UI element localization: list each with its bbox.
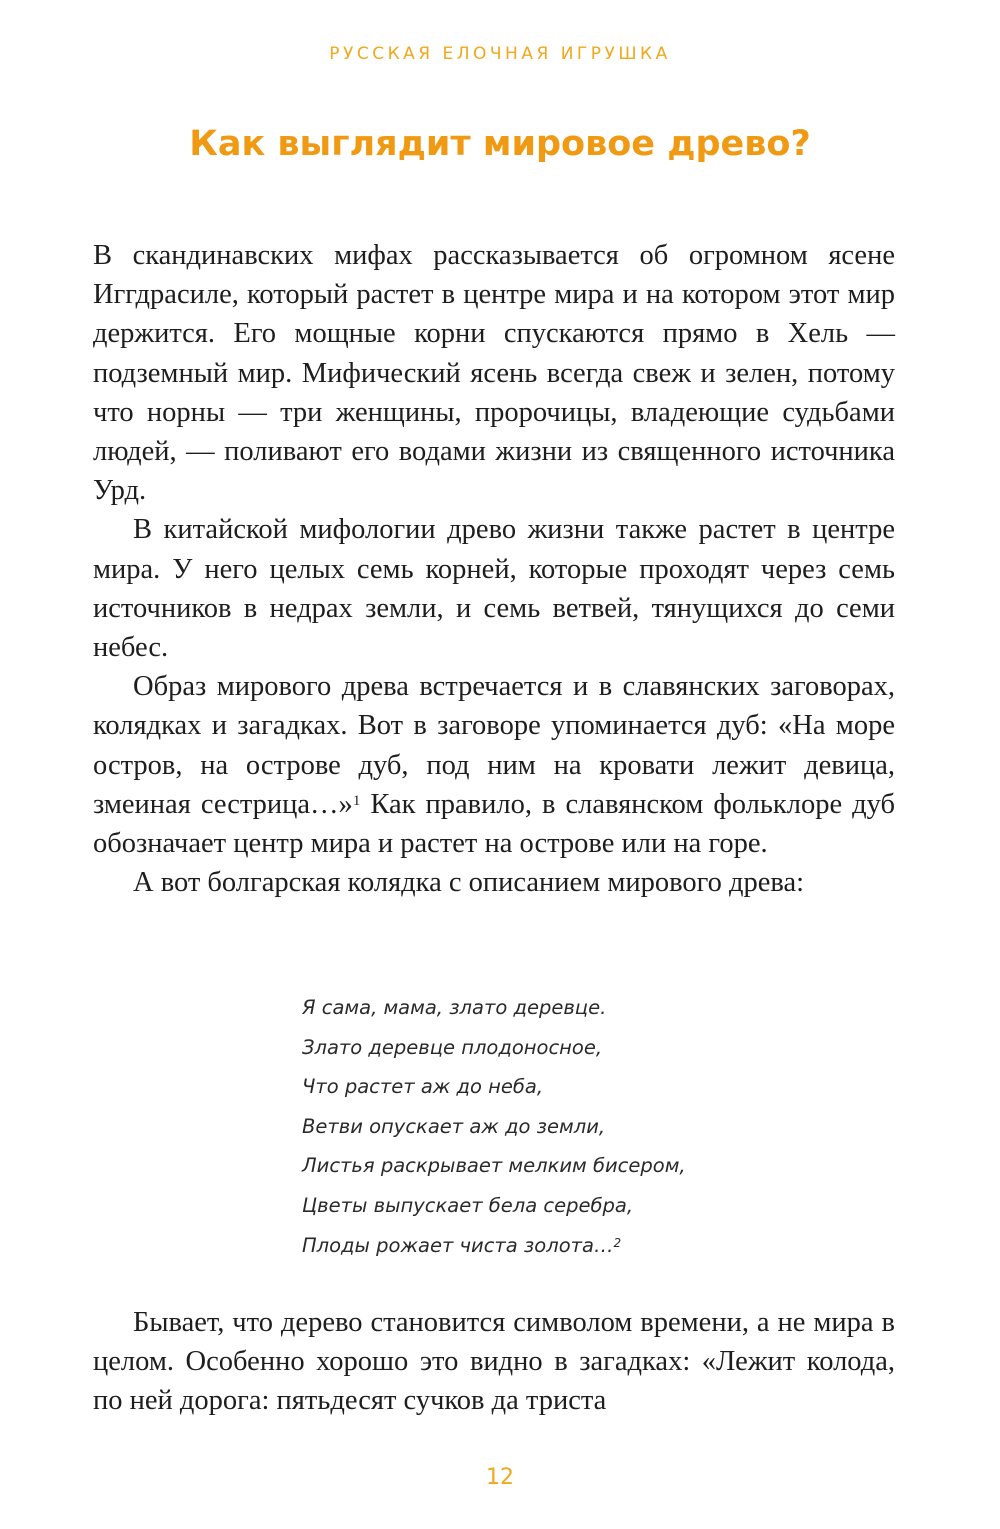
page-title: Как выглядит мировое древо? — [189, 124, 811, 164]
article-body — [93, 236, 895, 902]
article-body-continued — [93, 1303, 895, 1421]
oak-quote-text: Образ мирового древа встречается и в славянских заговорах, колядках и загадках. Вот в заговоре упоминается дуб: «На море остров, на острове дуб, под ним на кровати лежит девица, змеиная сестрица…» — [93, 671, 895, 820]
poem-line: Я сама, мама, злато деревце. — [302, 996, 607, 1019]
poem-line: Злато деревце плодоносное, — [302, 1035, 603, 1059]
poem-line: Что растет аж до неба, — [302, 1075, 544, 1099]
poem-line: Цветы выпускает бела серебра, — [302, 1193, 634, 1217]
paragraph-chinese-myth: В китайской мифологии древо жизни также растет в центре мира. У него целых семь корней, которые проходят через семь источников в недрах земли, и семь ветвей, тянущихся до семи небес. — [93, 514, 895, 664]
poem-line: Ветви опускает аж до земли, — [302, 1114, 606, 1138]
footnote-ref-2: 2 — [613, 1235, 622, 1250]
poem-line: Листья раскрывает мелким бисером, — [302, 1154, 686, 1178]
running-header: РУССКАЯ ЕЛОЧНАЯ ИГРУШКА — [329, 44, 671, 64]
page-number: 12 — [486, 1465, 514, 1490]
paragraph-yggdrasil: В скандинавских мифах рассказывается об огромном ясене Иггдрасиле, который растет в центре мира и на котором этот мир держится. Его мощные корни спускаются прямо в Хель — подземный мир. Мифический ясень всегда свеж и зелен, потому что норны — три женщины, пророчицы, владеющие судьбами людей, — поливают его водами жизни из священного источника Урд. — [93, 240, 895, 507]
footnote-ref-1: 1 — [352, 792, 361, 809]
poem-block — [302, 988, 686, 1265]
oak-meaning-text: Как правило, в славянском фольклоре дуб обозначает центр мира и растет на острове или на горе. — [93, 788, 896, 860]
paragraph-bulgarian-intro: А вот болгарская колядка с описанием мирового древа: — [133, 867, 805, 899]
paragraph-tree-time: Бывает, что дерево становится символом времени, а не мира в целом. Особенно хорошо это видно в загадках: «Лежит колода, по ней дорога: пятьдесят сучков да триста — [93, 1307, 895, 1417]
poem-line-last — [302, 1226, 686, 1266]
poem-line: Плоды рожает чиста золота… — [302, 1233, 614, 1257]
paragraph-slavic-oak — [93, 667, 895, 863]
